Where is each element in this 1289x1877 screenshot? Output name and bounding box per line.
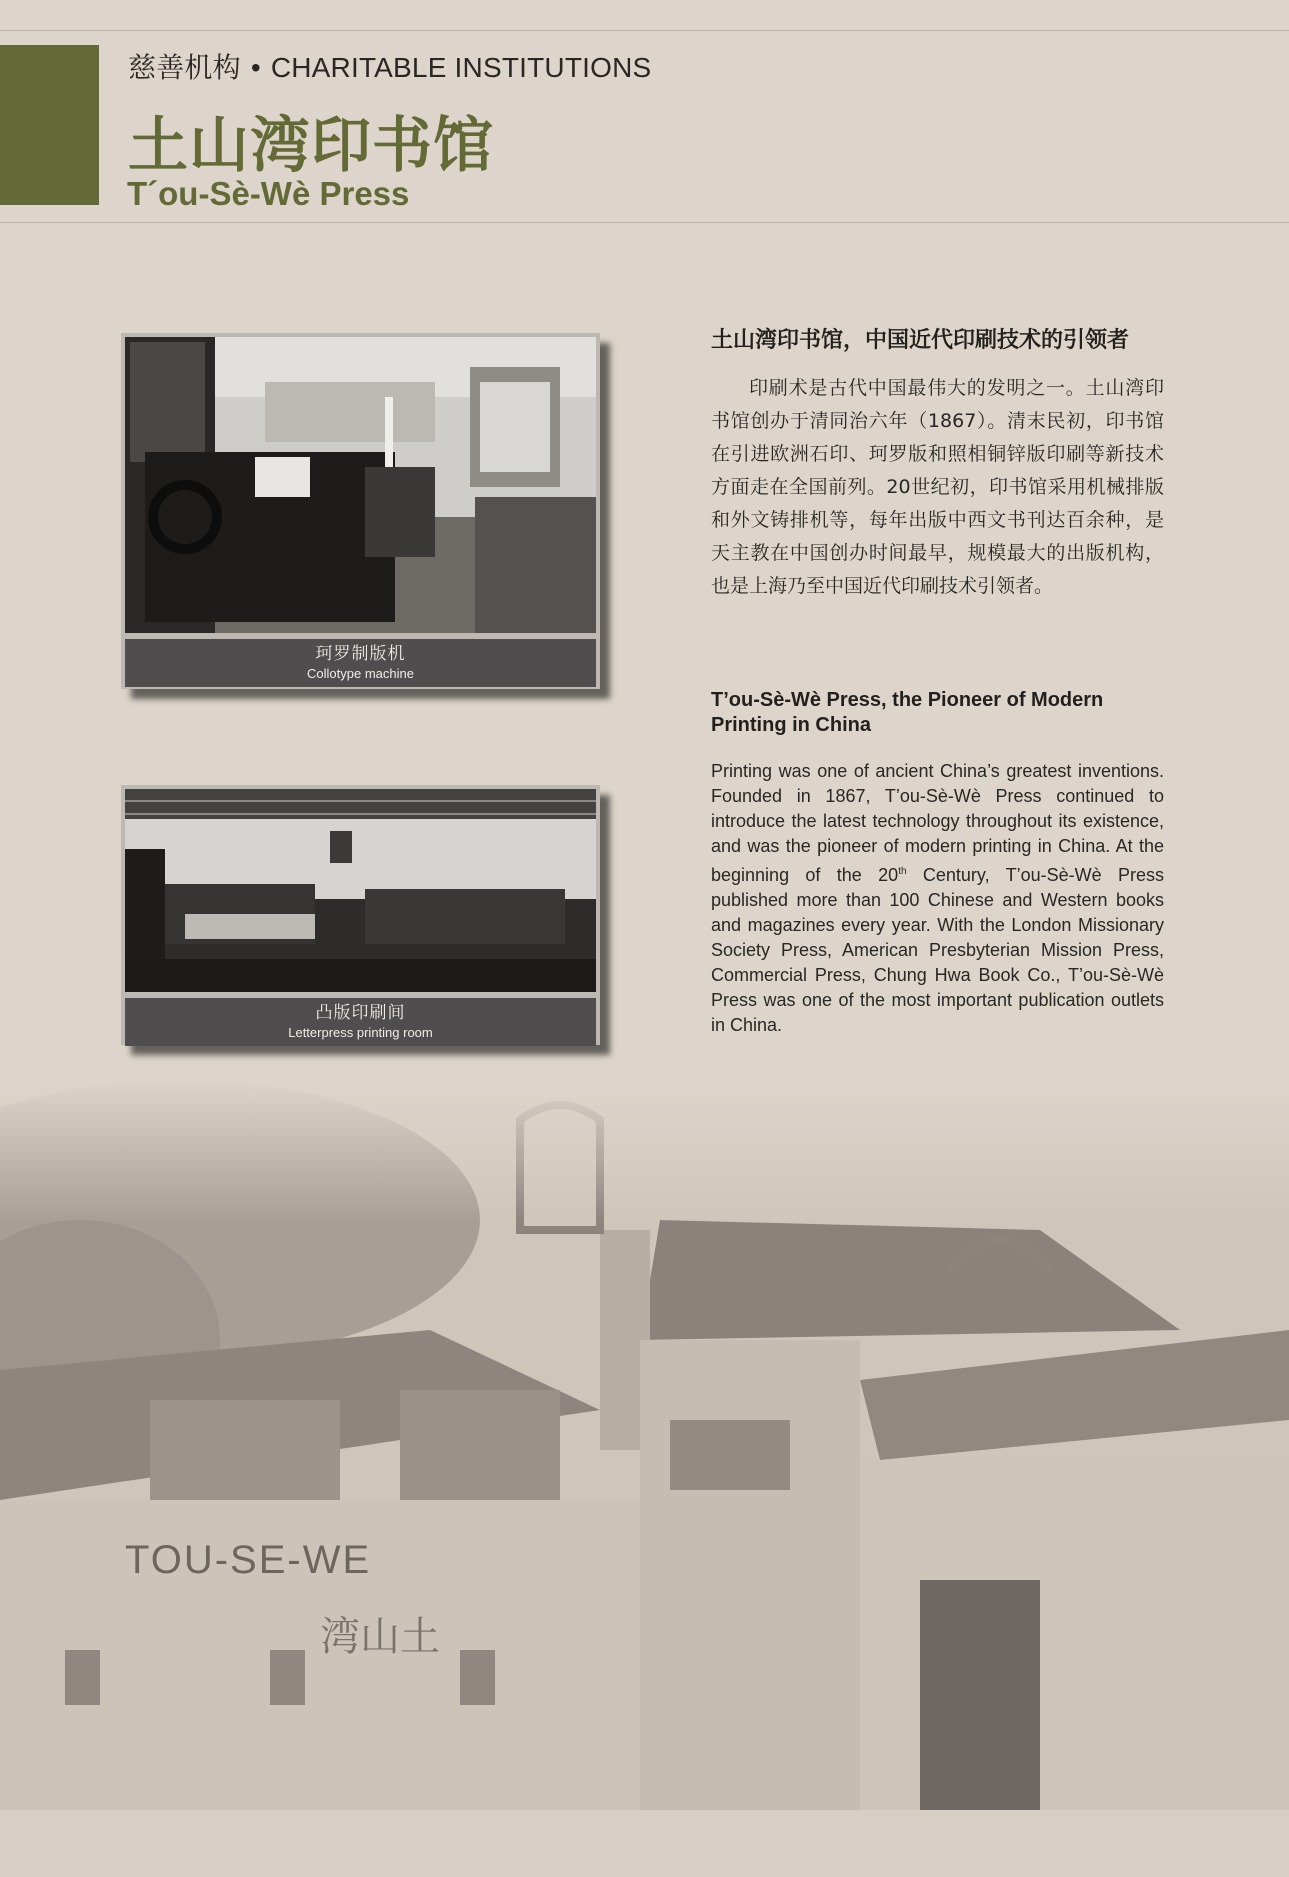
accent-block [0, 45, 99, 205]
top-rule [0, 30, 1289, 31]
article-body-en [711, 759, 1164, 1038]
photo-card-letterpress [121, 785, 600, 1045]
section-label [128, 46, 651, 86]
ordinal-suffix: th [898, 866, 907, 877]
photo-caption [125, 639, 596, 687]
page-title-en: T´ou-Sè-Wè Press [127, 175, 410, 212]
photo-caption-en: Collotype machine [307, 666, 414, 681]
page-title-cn: 土山湾印书馆 [128, 111, 494, 181]
collotype-machine-image [125, 337, 596, 633]
photo-caption-cn: 凸版印刷间 [315, 1003, 406, 1023]
section-separator: • [250, 52, 261, 83]
photo-letterpress-room [125, 789, 596, 992]
photo-caption-en: Letterpress printing room [288, 1025, 433, 1040]
photo-caption-cn: 珂罗制版机 [315, 644, 406, 664]
article-body-en-part2: Century, T’ou-Sè-Wè Press published more than 100 Chinese and Western books and magazines every year. With the London Missionary Society Press, American Presbyterian Mission Press, Commercial Press, Chung Hwa Book Co., T’ou-Sè-Wè Press was one of the most important publication outlets in China. [711, 865, 1164, 1035]
photo-caption [125, 998, 596, 1046]
photo-collotype-machine [125, 337, 596, 633]
article-body-en-part1: Printing was one of ancient China’s greatest inventions. Founded in 1867, T’ou-Sè-Wè Press continued to introduce the latest technology throughout its existence, and was the pioneer of modern printing in China. At the beginning of the 20 [711, 761, 1164, 885]
article-body-cn: 印刷术是古代中国最伟大的发明之一。土山湾印书馆创办于清同治六年（1867）。清末民初，印书馆在引进欧洲石印、珂罗版和照相铜锌版印刷等新技术方面走在全国前列。20世纪初，印书馆采用机械排版和外文铸排机等，每年出版中西文书刊达百余种，是天主教在中国创办时间最早，规模最大的出版机构，也是上海乃至中国近代印刷技术引领者。 [711, 377, 1164, 597]
photo-card-collotype [121, 333, 600, 689]
section-label-en: CHARITABLE INSTITUTIONS [270, 52, 652, 83]
article-heading-cn: 土山湾印书馆，中国近代印刷技术的引领者 [711, 328, 1130, 353]
header-bottom-rule [0, 222, 1289, 223]
building-illustration [0, 1080, 1289, 1877]
section-label-cn: 慈善机构 [128, 52, 241, 83]
letterpress-room-image [125, 789, 596, 992]
background-building-photo [0, 1080, 1289, 1877]
article-heading-en: T’ou-Sè-Wè Press, the Pioneer of Modern Printing in China [711, 689, 1104, 736]
